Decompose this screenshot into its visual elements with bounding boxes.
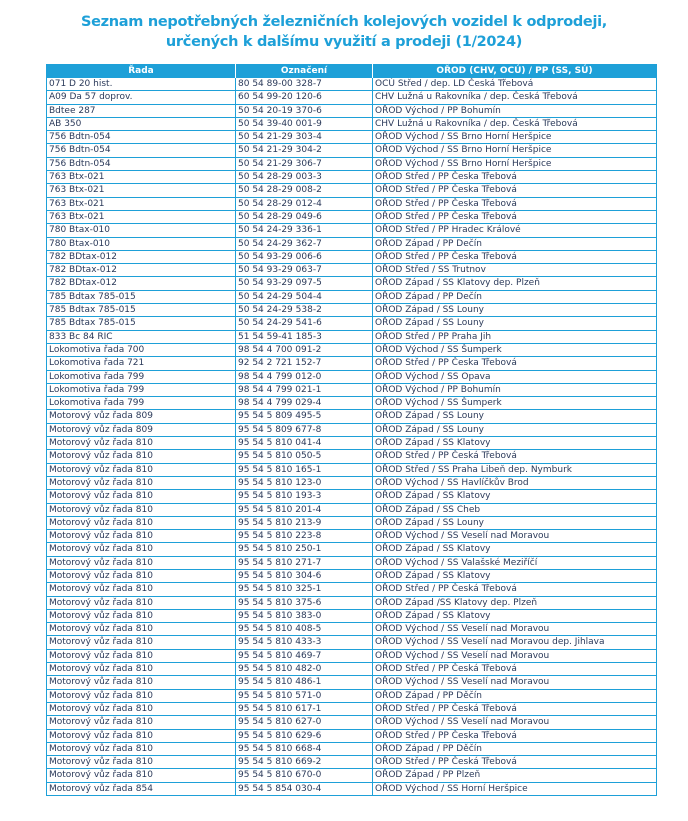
cell-rada: Lokomotiva řada 799 (47, 397, 236, 410)
cell-orod: OŘOD Západ / SS Cheb (373, 503, 657, 516)
cell-oznaceni: 95 54 5 810 193-3 (236, 490, 373, 503)
cell-orod: OŘOD Západ / SS Klatovy (373, 609, 657, 622)
cell-orod: OŘOD Západ / PP Dečín (373, 237, 657, 250)
cell-oznaceni: 95 54 5 810 223-8 (236, 530, 373, 543)
table-header-row (47, 65, 657, 78)
cell-orod: OŘOD Východ / SS Veselí nad Moravou (373, 530, 657, 543)
cell-rada: Motorový vůz řada 810 (47, 569, 236, 582)
cell-orod: OŘOD Západ / SS Louny (373, 423, 657, 436)
cell-orod: OŘOD Západ / SS Klatovy (373, 490, 657, 503)
cell-rada: 071 D 20 hist. (47, 78, 236, 91)
table-body (47, 78, 657, 796)
cell-oznaceni: 95 54 5 810 325-1 (236, 583, 373, 596)
cell-oznaceni: 50 54 39-40 001-9 (236, 117, 373, 130)
cell-orod: OŘOD Střed / PP Česká Třebová (373, 663, 657, 676)
table-row (47, 663, 657, 676)
cell-orod: OŘOD Západ / PP Plzeň (373, 769, 657, 782)
cell-oznaceni: 95 54 5 810 408-5 (236, 623, 373, 636)
table-row (47, 317, 657, 330)
cell-orod: OŘOD Západ / SS Louny (373, 410, 657, 423)
cell-rada: Motorový vůz řada 810 (47, 583, 236, 596)
cell-oznaceni: 50 54 21-29 306-7 (236, 157, 373, 170)
cell-rada: Motorový vůz řada 810 (47, 676, 236, 689)
cell-oznaceni: 50 54 24-29 362-7 (236, 237, 373, 250)
cell-oznaceni: 60 54 99-20 120-6 (236, 91, 373, 104)
cell-rada: Lokomotiva řada 700 (47, 343, 236, 356)
title-line-1: Seznam nepotřebných železničních kolejových vozidel k odprodeji, (80, 14, 608, 30)
cell-oznaceni: 50 54 21-29 304-2 (236, 144, 373, 157)
cell-orod: OŘOD Východ / SS Brno Horní Heršpice (373, 144, 657, 157)
cell-oznaceni: 95 54 5 810 571-0 (236, 689, 373, 702)
header-oznaceni: Označení (236, 65, 373, 78)
cell-oznaceni: 98 54 4 799 012-0 (236, 370, 373, 383)
cell-orod: CHV Lužná u Rakovníka / dep. Česká Třebová (373, 91, 657, 104)
table-row (47, 490, 657, 503)
cell-rada: Motorový vůz řada 810 (47, 649, 236, 662)
table-row (47, 104, 657, 117)
cell-oznaceni: 95 54 5 809 677-8 (236, 423, 373, 436)
cell-rada: 763 Btx-021 (47, 171, 236, 184)
cell-orod: OCÚ Střed / dep. LD Česká Třebová (373, 78, 657, 91)
cell-rada: 763 Btx-021 (47, 184, 236, 197)
table-row (47, 689, 657, 702)
cell-rada: Lokomotiva řada 799 (47, 370, 236, 383)
table-row (47, 676, 657, 689)
table-row (47, 224, 657, 237)
cell-orod: OŘOD Západ / SS Klatovy (373, 569, 657, 582)
vehicles-table (46, 64, 657, 796)
cell-orod: OŘOD Východ / PP Bohumín (373, 104, 657, 117)
table-row (47, 290, 657, 303)
cell-orod: OŘOD Východ / SS Veselí nad Moravou (373, 716, 657, 729)
table-row (47, 756, 657, 769)
cell-orod: OŘOD Střed / SS Trutnov (373, 264, 657, 277)
cell-oznaceni: 50 54 28-29 008-2 (236, 184, 373, 197)
table-row (47, 370, 657, 383)
table-row (47, 237, 657, 250)
table-row (47, 742, 657, 755)
cell-oznaceni: 95 54 5 810 629-6 (236, 729, 373, 742)
cell-orod: OŘOD Východ / SS Opava (373, 370, 657, 383)
cell-rada: Motorový vůz řada 810 (47, 636, 236, 649)
cell-orod: OŘOD Východ / SS Brno Horní Heršpice (373, 157, 657, 170)
cell-rada: Motorový vůz řada 810 (47, 609, 236, 622)
table-row (47, 702, 657, 715)
cell-orod: OŘOD Východ / SS Veselí nad Moravou (373, 649, 657, 662)
table-row (47, 210, 657, 223)
cell-rada: Motorový vůz řada 810 (47, 490, 236, 503)
cell-orod: OŘOD Západ / PP Dečín (373, 290, 657, 303)
cell-orod: OŘOD Západ / PP Děčín (373, 742, 657, 755)
cell-rada: 763 Btx-021 (47, 197, 236, 210)
table-row (47, 304, 657, 317)
cell-rada: Motorový vůz řada 810 (47, 689, 236, 702)
cell-rada: Lokomotiva řada 799 (47, 383, 236, 396)
table-row (47, 91, 657, 104)
cell-oznaceni: 50 54 28-29 003-3 (236, 171, 373, 184)
table-row (47, 729, 657, 742)
cell-rada: 780 Btax-010 (47, 237, 236, 250)
cell-oznaceni: 95 54 5 810 050-5 (236, 450, 373, 463)
cell-orod: OŘOD Východ / SS Veselí nad Moravou (373, 676, 657, 689)
table-row (47, 623, 657, 636)
cell-rada: Motorový vůz řada 810 (47, 503, 236, 516)
table-row (47, 543, 657, 556)
cell-rada: 833 Bc 84 RIC (47, 330, 236, 343)
table-row (47, 503, 657, 516)
cell-orod: OŘOD Střed / PP Česka Třebová (373, 171, 657, 184)
cell-orod: OŘOD Západ / SS Klatovy (373, 543, 657, 556)
cell-orod: OŘOD Západ /SS Klatovy dep. Plzeň (373, 596, 657, 609)
cell-orod: OŘOD Východ / SS Havlíčkův Brod (373, 476, 657, 489)
table-row (47, 184, 657, 197)
cell-oznaceni: 50 54 28-29 012-4 (236, 197, 373, 210)
cell-rada: Bdtee 287 (47, 104, 236, 117)
cell-orod: OŘOD Východ / SS Valašské Meziříčí (373, 556, 657, 569)
cell-oznaceni: 50 54 24-29 504-4 (236, 290, 373, 303)
cell-oznaceni: 95 54 5 810 165-1 (236, 463, 373, 476)
cell-oznaceni: 95 54 5 810 123-0 (236, 476, 373, 489)
table-row (47, 782, 657, 795)
table-row (47, 450, 657, 463)
cell-oznaceni: 95 54 5 810 383-0 (236, 609, 373, 622)
cell-orod: OŘOD Střed / PP Česká Třebová (373, 702, 657, 715)
cell-rada: Motorový vůz řada 810 (47, 437, 236, 450)
cell-oznaceni: 98 54 4 799 021-1 (236, 383, 373, 396)
cell-orod: OŘOD Východ / SS Veselí nad Moravou (373, 623, 657, 636)
table-row (47, 357, 657, 370)
table-row (47, 144, 657, 157)
cell-oznaceni: 50 54 24-29 541-6 (236, 317, 373, 330)
table-row (47, 277, 657, 290)
cell-rada: Motorový vůz řada 810 (47, 756, 236, 769)
table-row (47, 343, 657, 356)
cell-oznaceni: 50 54 21-29 303-4 (236, 131, 373, 144)
table-row (47, 383, 657, 396)
cell-orod: OŘOD Střed / PP Česka Třebová (373, 250, 657, 263)
cell-oznaceni: 95 54 5 810 669-2 (236, 756, 373, 769)
cell-oznaceni: 95 54 5 810 469-7 (236, 649, 373, 662)
cell-oznaceni: 50 54 93-29 006-6 (236, 250, 373, 263)
cell-rada: Motorový vůz řada 810 (47, 516, 236, 529)
cell-oznaceni: 95 54 5 810 375-6 (236, 596, 373, 609)
table-row (47, 716, 657, 729)
cell-orod: OŘOD Východ / SS Horní Heršpice (373, 782, 657, 795)
cell-rada: 756 Bdtn-054 (47, 157, 236, 170)
cell-orod: OŘOD Střed / PP Česká Třebová (373, 756, 657, 769)
cell-oznaceni: 95 54 5 809 495-5 (236, 410, 373, 423)
cell-orod: OŘOD Východ / SS Brno Horní Heršpice (373, 131, 657, 144)
cell-oznaceni: 50 54 24-29 336-1 (236, 224, 373, 237)
cell-rada: Motorový vůz řada 810 (47, 476, 236, 489)
cell-oznaceni: 95 54 5 810 271-7 (236, 556, 373, 569)
cell-rada: 756 Bdtn-054 (47, 131, 236, 144)
table-row (47, 569, 657, 582)
cell-rada: 782 BDtax-012 (47, 250, 236, 263)
cell-orod: OŘOD Západ / SS Klatovy dep. Plzeň (373, 277, 657, 290)
cell-orod: OŘOD Východ / SS Šumperk (373, 397, 657, 410)
table-row (47, 250, 657, 263)
table-row (47, 131, 657, 144)
table-row (47, 649, 657, 662)
cell-oznaceni: 95 54 5 810 627-0 (236, 716, 373, 729)
cell-oznaceni: 51 54 59-41 185-3 (236, 330, 373, 343)
cell-rada: Motorový vůz řada 810 (47, 530, 236, 543)
header-orod: OŘOD (CHV, OCÚ) / PP (SS, SÚ) (373, 65, 657, 78)
cell-oznaceni: 50 54 24-29 538-2 (236, 304, 373, 317)
cell-oznaceni: 92 54 2 721 152-7 (236, 357, 373, 370)
cell-orod: CHV Lužná u Rakovníka / dep. Česká Třebová (373, 117, 657, 130)
table-row (47, 583, 657, 596)
cell-oznaceni: 95 54 5 810 041-4 (236, 437, 373, 450)
cell-orod: OŘOD Střed / PP Česka Třebová (373, 357, 657, 370)
cell-orod: OŘOD Střed / PP Česká Třebová (373, 583, 657, 596)
cell-rada: Motorový vůz řada 810 (47, 543, 236, 556)
table-row (47, 78, 657, 91)
table-row (47, 463, 657, 476)
table-row (47, 330, 657, 343)
cell-orod: OŘOD Střed / PP Praha Jih (373, 330, 657, 343)
cell-oznaceni: 50 54 20-19 370-6 (236, 104, 373, 117)
table-row (47, 410, 657, 423)
cell-rada: 785 Bdtax 785-015 (47, 290, 236, 303)
cell-rada: Motorový vůz řada 854 (47, 782, 236, 795)
cell-oznaceni: 95 54 5 810 668-4 (236, 742, 373, 755)
cell-orod: OŘOD Západ / SS Louny (373, 304, 657, 317)
header-rada: Řada (47, 65, 236, 78)
table-row (47, 157, 657, 170)
cell-orod: OŘOD Východ / SS Veselí nad Moravou dep. Jihlava (373, 636, 657, 649)
cell-rada: Motorový vůz řada 810 (47, 556, 236, 569)
table-row (47, 264, 657, 277)
table-row (47, 769, 657, 782)
cell-oznaceni: 50 54 93-29 097-5 (236, 277, 373, 290)
cell-rada: 785 Bdtax 785-015 (47, 304, 236, 317)
cell-orod: OŘOD Střed / PP Česka Třebová (373, 210, 657, 223)
cell-orod: OŘOD Západ / PP Děčín (373, 689, 657, 702)
table-row (47, 530, 657, 543)
table-row (47, 636, 657, 649)
cell-orod: OŘOD Západ / SS Louny (373, 516, 657, 529)
cell-rada: AB 350 (47, 117, 236, 130)
cell-rada: 785 Bdtax 785-015 (47, 317, 236, 330)
cell-rada: Motorový vůz řada 809 (47, 423, 236, 436)
cell-rada: Motorový vůz řada 810 (47, 769, 236, 782)
cell-rada: 782 BDtax-012 (47, 277, 236, 290)
cell-rada: Motorový vůz řada 810 (47, 623, 236, 636)
table-row (47, 596, 657, 609)
cell-oznaceni: 95 54 5 810 250-1 (236, 543, 373, 556)
table-row (47, 516, 657, 529)
cell-orod: OŘOD Východ / SS Šumperk (373, 343, 657, 356)
table-row (47, 423, 657, 436)
document-title (0, 12, 688, 52)
table-row (47, 197, 657, 210)
cell-rada: Motorový vůz řada 810 (47, 742, 236, 755)
cell-oznaceni: 95 54 5 810 433-3 (236, 636, 373, 649)
cell-orod: OŘOD Střed / PP Česká Třebová (373, 450, 657, 463)
cell-rada: 782 BDtax-012 (47, 264, 236, 277)
cell-orod: OŘOD Východ / PP Bohumín (373, 383, 657, 396)
cell-rada: 780 Btax-010 (47, 224, 236, 237)
cell-orod: OŘOD Západ / SS Klatovy (373, 437, 657, 450)
cell-rada: 763 Btx-021 (47, 210, 236, 223)
cell-oznaceni: 98 54 4 700 091-2 (236, 343, 373, 356)
table-row (47, 117, 657, 130)
cell-orod: OŘOD Střed / PP Česka Třebová (373, 197, 657, 210)
cell-oznaceni: 98 54 4 799 029-4 (236, 397, 373, 410)
cell-orod: OŘOD Střed / PP Hradec Králové (373, 224, 657, 237)
cell-oznaceni: 80 54 89-00 328-7 (236, 78, 373, 91)
cell-oznaceni: 95 54 5 810 201-4 (236, 503, 373, 516)
cell-rada: Motorový vůz řada 809 (47, 410, 236, 423)
cell-rada: Motorový vůz řada 810 (47, 729, 236, 742)
cell-oznaceni: 95 54 5 810 482-0 (236, 663, 373, 676)
cell-oznaceni: 95 54 5 810 617-1 (236, 702, 373, 715)
cell-oznaceni: 50 54 28-29 049-6 (236, 210, 373, 223)
cell-oznaceni: 95 54 5 810 213-9 (236, 516, 373, 529)
cell-rada: 756 Bdtn-054 (47, 144, 236, 157)
cell-rada: Motorový vůz řada 810 (47, 702, 236, 715)
table-row (47, 437, 657, 450)
cell-orod: OŘOD Střed / PP Česka Třebová (373, 729, 657, 742)
cell-orod: OŘOD Západ / SS Louny (373, 317, 657, 330)
cell-rada: Motorový vůz řada 810 (47, 450, 236, 463)
cell-rada: Lokomotiva řada 721 (47, 357, 236, 370)
cell-oznaceni: 95 54 5 810 670-0 (236, 769, 373, 782)
cell-rada: A09 Da 57 doprov. (47, 91, 236, 104)
title-line-2: určených k dalšímu využití a prodeji (1/2024) (165, 34, 523, 50)
cell-rada: Motorový vůz řada 810 (47, 716, 236, 729)
cell-oznaceni: 95 54 5 854 030-4 (236, 782, 373, 795)
table-row (47, 476, 657, 489)
cell-oznaceni: 95 54 5 810 486-1 (236, 676, 373, 689)
cell-oznaceni: 95 54 5 810 304-6 (236, 569, 373, 582)
table-row (47, 609, 657, 622)
table-row (47, 171, 657, 184)
cell-rada: Motorový vůz řada 810 (47, 596, 236, 609)
cell-orod: OŘOD Střed / SS Praha Libeň dep. Nymburk (373, 463, 657, 476)
cell-rada: Motorový vůz řada 810 (47, 663, 236, 676)
cell-oznaceni: 50 54 93-29 063-7 (236, 264, 373, 277)
table-row (47, 397, 657, 410)
table-row (47, 556, 657, 569)
cell-rada: Motorový vůz řada 810 (47, 463, 236, 476)
cell-orod: OŘOD Střed / PP Česka Třebová (373, 184, 657, 197)
